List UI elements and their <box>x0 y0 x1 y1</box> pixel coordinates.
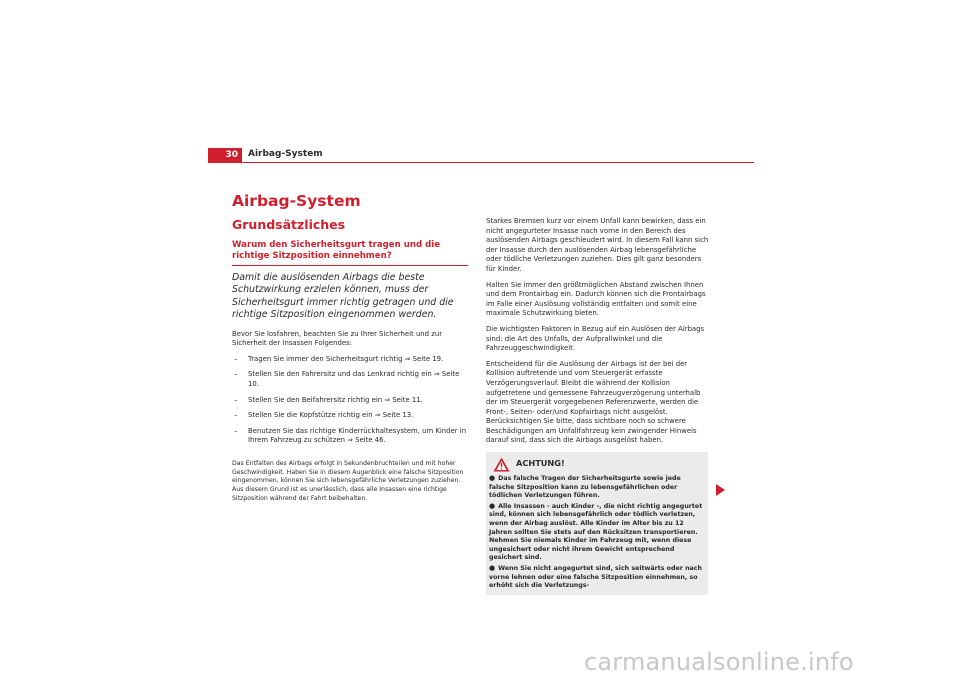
page-number: 30 <box>208 148 242 162</box>
warning-item <box>489 474 704 501</box>
body-paragraph: Halten Sie immer den größtmöglichen Abstand zwischen Ihnen und dem Frontairbag ein. Dadurch können sich die Frontairbags im Falle einer Auslösung vollständig entfalten und somit eine maximale Schutzwirkung bieten. <box>486 280 706 318</box>
chapter-title: Airbag-System <box>232 192 361 210</box>
warning-triangle-icon <box>493 457 510 472</box>
list-item: – Stellen Sie die Kopfstütze richtig ein ⇒ Seite 13. <box>232 411 468 421</box>
warning-item <box>489 564 704 591</box>
right-column <box>486 217 711 595</box>
header-rule <box>208 162 754 163</box>
note-paragraph: Das Entfalten des Airbags erfolgt in Sekundenbruchteilen und mit hoher Geschwindigkeit. Haben Sie in diesem Augenblick eine falsche Sitzposition eingenommen, können Sie sich lebensgefährliche Verletzungen zuziehen. Aus diesem Grund ist es unerlässlich, dass alle Insassen eine richtige Sitzposition während der Fahrt beibehalten. <box>232 459 464 502</box>
list-item: – Benutzen Sie das richtige Kinderrückhaltesystem, um Kinder in Ihrem Fahrzeug zu schützen ⇒ Seite 46. <box>232 427 468 446</box>
intro-paragraph: Damit die auslösenden Airbags die beste Schutzwirkung erzielen können, muss der Sicherheitsgurt immer richtig getragen und die richtige Sitzposition eingenommen werden. <box>232 272 454 321</box>
watermark: carmanualsonline.info <box>584 648 854 676</box>
warning-item-text: Wenn Sie nicht angegurtet sind, sich seitwärts oder nach vorne lehnen oder eine falsche Sitzposition einnehmen, so erhöht sich die Verletzungs- <box>489 565 703 590</box>
bullet-icon: ● <box>489 564 496 572</box>
warning-title: ACHTUNG! <box>516 458 565 469</box>
running-header-title: Airbag-System <box>248 149 323 159</box>
list-item: – Stellen Sie den Fahrersitz und das Lenkrad richtig ein ⇒ Seite 10. <box>232 370 468 389</box>
bullet-icon: ● <box>489 474 496 483</box>
left-column <box>232 240 468 503</box>
steps-list <box>232 355 468 446</box>
body-paragraph: Starkes Bremsen kurz vor einem Unfall kann bewirken, dass ein nicht angegurteter Insasse nach vorne in den Bereich des auslösenden Airbags geschleudert wird. In diesem Fall kann sich der Insasse durch den auslösenden Airbag lebensgefährliche oder tödliche Verletzungen zuziehen. Dies gilt ganz besonders für Kinder. <box>486 217 709 273</box>
left-body <box>232 330 468 446</box>
warning-box <box>486 452 708 595</box>
list-item: – Stellen Sie den Beifahrersitz richtig ein ⇒ Seite 11. <box>232 396 468 406</box>
question-heading: Warum den Sicherheitsgurt tragen und die richtige Sitzposition einnehmen? <box>232 240 468 266</box>
warning-item <box>489 502 704 563</box>
body-paragraph: Entscheidend für die Auslösung der Airbags ist der bei der Kollision auftretende und vom Steuergerät erfasste Verzögerungsverlauf. Bleibt die während der Kollision aufgetretene und gemessene Fahrzeugverzögerung unterhalb der im Steuergerät vorgegebenen Referenzwerte, werden die Front-, Seiten- oder/und Kopfairbags nicht ausgelöst. Berücksichtigen Sie bitte, dass sichtbare noch so schwere Beschädigungen am Unfallfahrzeug kein zwingender Hinweis darauf sind, dass sich die Airbags ausgelöst haben. <box>486 359 701 445</box>
warning-item-text: Alle Insassen - auch Kinder -, die nicht richtig angegurtet sind, können sich lebensgefährlich oder tödlich verletzen, wenn der Airbag auslöst. Alle Kinder im Alter bis zu 12 Jahren sollten Sie stets auf den Rücksitzen transportieren. Nehmen Sie niemals Kinder im Fahrzeug mit, wenn diese ungesichert oder nicht ihrem Gewicht entsprechend gesichert sind. <box>489 502 703 562</box>
section-title: Grundsätzliches <box>232 217 346 232</box>
lead-text: Bevor Sie losfahren, beachten Sie zu Ihrer Sicherheit und zur Sicherheit der Insassen Folgendes: <box>232 329 443 348</box>
list-item: – Tragen Sie immer den Sicherheitsgurt richtig ⇒ Seite 19. <box>232 355 468 365</box>
continue-arrow-icon <box>716 484 725 496</box>
body-paragraph: Die wichtigsten Faktoren in Bezug auf ein Auslösen der Airbags sind: die Art des Unfalls, der Aufprallwinkel und die Fahrzeuggeschwindigkeit. <box>486 324 705 353</box>
warning-header <box>489 456 704 472</box>
bullet-icon: ● <box>489 501 496 510</box>
warning-item-text: Das falsche Tragen der Sicherheitsgurte sowie jede falsche Sitzposition kann zu lebensgefährlichen oder tödlichen Verletzungen führen. <box>489 475 681 500</box>
